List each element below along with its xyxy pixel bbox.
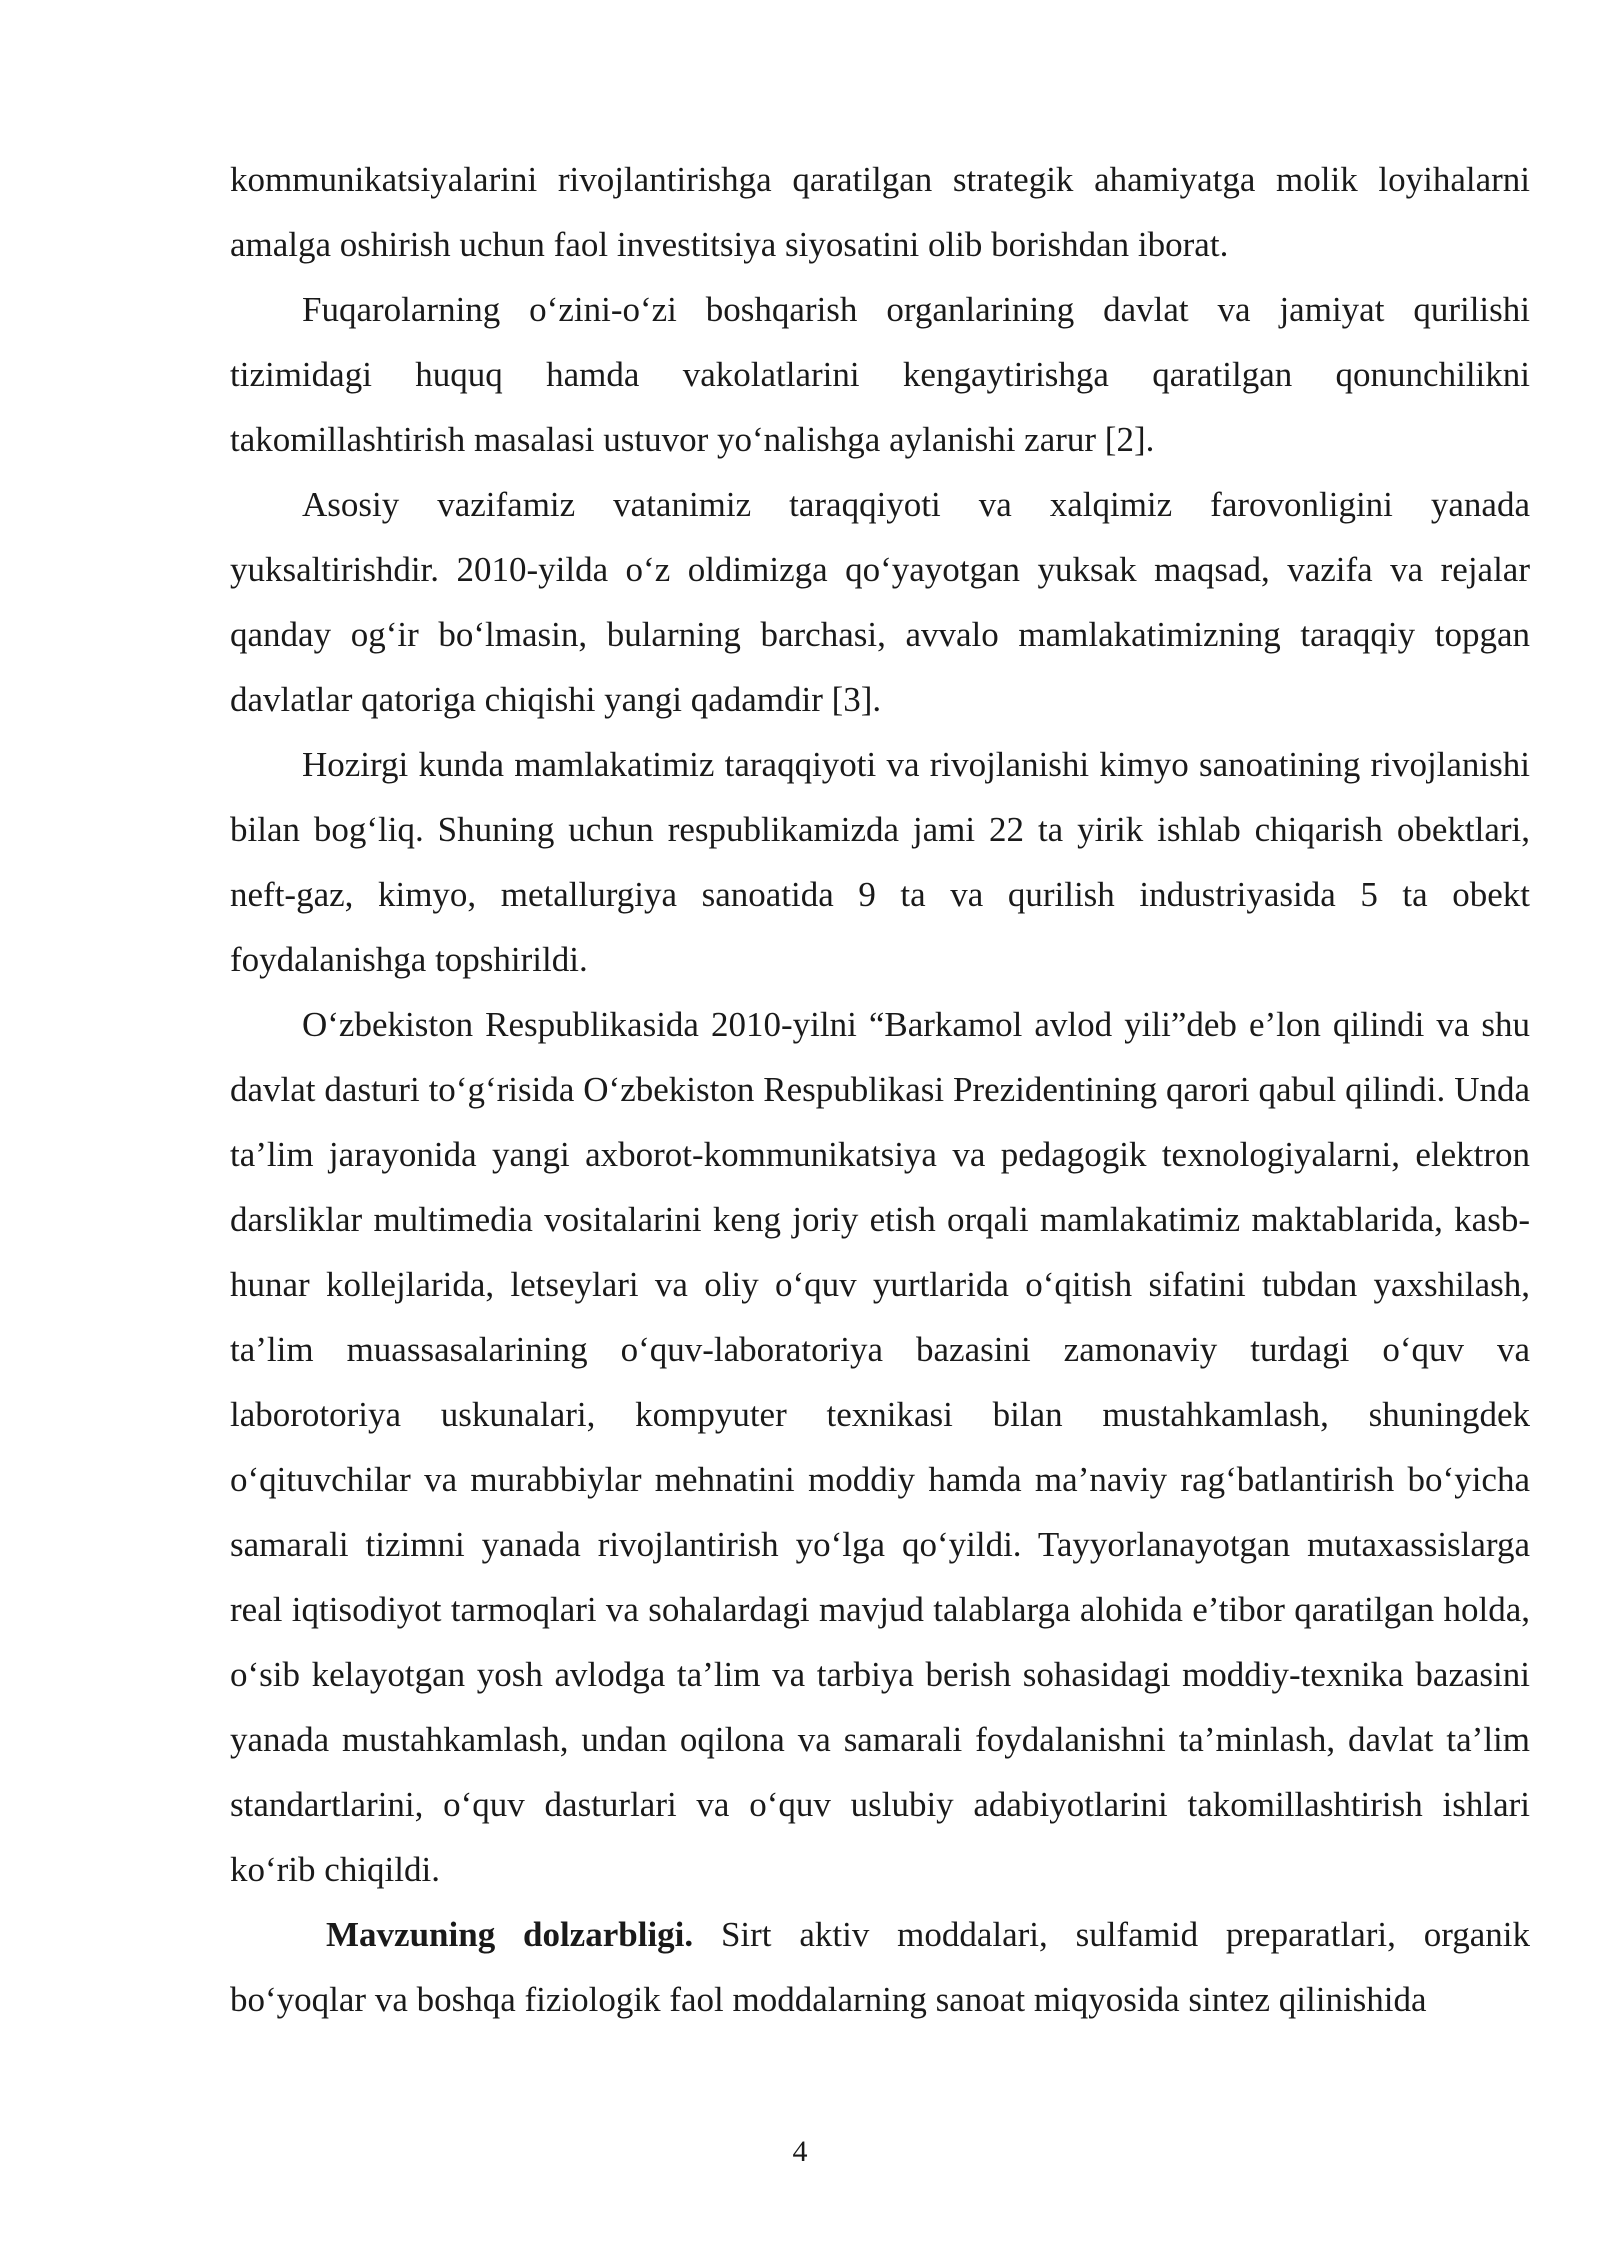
paragraph-chemical-industry: Hozirgi kunda mamlakatimiz taraqqiyoti va rivojlanishi kimyo sanoatining rivojlanishi bilan bog‘liq. Shuning uchun respublikamizda jami 22 ta yirik ishlab chiqarish obektlari, neft-gaz, kimyo, metallurgiya sanoatida 9 ta va qurilish industriyasida 5 ta obekt foydalanishga topshirildi. (230, 745, 1530, 979)
paragraph-self-government: Fuqarolarning o‘zini-o‘zi boshqarish organlarining davlat va jamiyat qurilishi tizimidagi huquq hamda vakolatlarini kengaytirishga qaratilgan qonunchilikni takomillashtirish masalasi ustuvor yo‘nalishga aylanishi zarur [2]. (230, 290, 1530, 459)
document-page (230, 147, 1530, 2032)
paragraph-barkamol-avlod: O‘zbekiston Respublikasida 2010-yilni “Barkamol avlod yili”deb e’lon qilindi va shu davlat dasturi to‘g‘risida O‘zbekiston Respublikasi Prezidentining qarori qabul qilindi. Unda ta’lim jarayonida yangi axborot-kommunikatsiya va pedagogik texnologiyalarni, elektron darsliklar multimedia vositalarini keng joriy etish orqali mamlakatimiz maktablarida, kasb-hunar kollejlarida, letseylari va oliy o‘quv yurtlarida o‘qitish sifatini tubdan yaxshilash, ta’lim muassasalarining o‘quv-laboratoriya bazasini zamonaviy turdagi o‘quv va laborotoriya uskunalari, kompyuter texnikasi bilan mustahkamlash, shuningdek o‘qituvchilar va murabbiylar mehnatini moddiy hamda ma’naviy rag‘batlantirish bo‘yicha samarali tizimni yanada rivojlantirish yo‘lga qo‘yildi. Tayyorlanayotgan mutaxassislarga real iqtisodiyot tarmoqlari va sohalardagi mavjud talablarga alohida e’tibor qaratilgan holda, o‘sib kelayotgan yosh avlodga ta’lim va tarbiya berish sohasidagi moddiy-texnika bazasini yanada mustahkamlash, undan oqilona va samarali foydalanishni ta’minlash, davlat ta’lim standartlarini, o‘quv dasturlari va o‘quv uslubiy adabiyotlarini takomillashtirish ishlari ko‘rib chiqildi. (230, 1005, 1530, 1889)
relevance-heading: Mavzuning dolzarbligi. (326, 1915, 694, 1954)
paragraph-relevance (230, 1902, 1530, 2032)
relevance-text: Sirt aktiv moddalari, sulfamid preparatlari, organik bo‘yoqlar va boshqa fiziologik faol moddalarning sanoat miqyosida sintez qilinishida (230, 1915, 1530, 2019)
paragraph-continuation: kommunikatsiyalarini rivojlantirishga qaratilgan strategik ahamiyatga molik loyihalarni amalga oshirish uchun faol investitsiya siyosatini olib borishdan iborat. (230, 160, 1530, 264)
page-number: 4 (792, 2135, 808, 2168)
paragraph-main-task: Asosiy vazifamiz vatanimiz taraqqiyoti va xalqimiz farovonligini yanada yuksaltirishdir. 2010-yilda o‘z oldimizga qo‘yayotgan yuksak maqsad, vazifa va rejalar qanday og‘ir bo‘lmasin, bularning barchasi, avvalo mamlakatimizning taraqqiy topgan davlatlar qatoriga chiqishi yangi qadamdir [3]. (230, 485, 1530, 719)
